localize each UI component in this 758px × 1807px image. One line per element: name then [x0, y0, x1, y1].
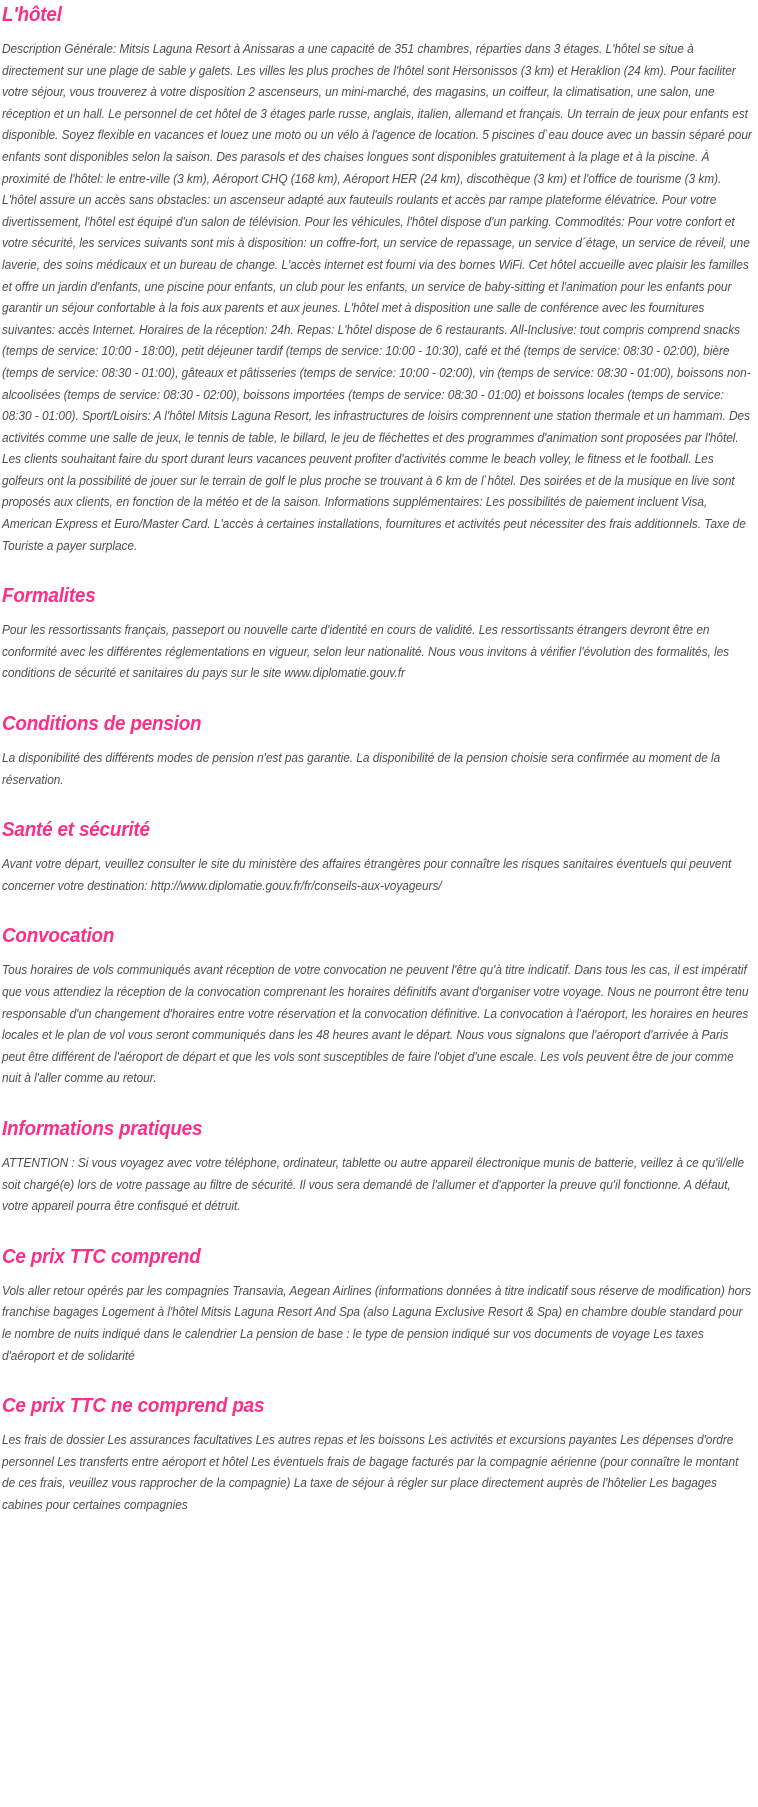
section-body-sante-et-securite: Avant votre départ, veuillez consulter le site du ministère des affaires étrangères pour connaître les risques sanitaires éventuels qui peuvent concerner votre destination: http://www.diplomatie.gouv.fr/fr/conseils-aux-voyageurs/	[2, 857, 732, 893]
section-title-ce-prix-ttc-ne-comprend-pas: Ce prix TTC ne comprend pas	[2, 1394, 265, 1418]
section-title-informations-pratiques: Informations pratiques	[2, 1116, 203, 1140]
section-formalites	[2, 583, 754, 685]
section-hotel	[2, 2, 754, 557]
section-ce-prix-ttc-comprend	[2, 1244, 754, 1367]
section-body-ce-prix-ttc-comprend: Vols aller retour opérés par les compagnies Transavia, Aegean Airlines (informations données à titre indicatif sous réserve de modification) hors franchise bagages Logement à l'hôtel Mitsis Laguna Resort And Spa (also Laguna Exclusive Resort & Spa) en chambre double standard pour le nombre de nuits indiqué dans le calendrier La pension de base : le type de pension indiqué sur vos documents de voyage Les taxes d'aéroport et de solidarité	[2, 1283, 752, 1363]
section-convocation	[2, 923, 754, 1090]
travel-description-document	[0, 2, 758, 1527]
section-title-formalites: Formalites	[2, 584, 96, 608]
section-title-ce-prix-ttc-comprend: Ce prix TTC comprend	[2, 1244, 201, 1268]
section-body-conditions-de-pension: La disponibilité des différents modes de pension n'est pas garantie. La disponibilité de la pension choisie sera confirmée au moment de la réservation.	[2, 751, 721, 787]
section-informations-pratiques	[2, 1116, 754, 1218]
section-conditions-de-pension	[2, 711, 754, 791]
section-body-hotel: Description Générale: Mitsis Laguna Resort à Anissaras a une capacité de 351 chambres, réparties dans 3 étages. L'hôtel se situe à directement sur une plage de sable y galets. Les villes les plus proches de l'hôtel sont Hersonissos (3 km) et Heraklion (24 km). Pour faciliter votre séjour, vous trouverez à votre disposition 2 ascenseurs, un mini-marché, des magasins, un coiffeur, la climatisation, une salon, une réception et un hall. Le personnel de cet hôtel de 3 étages parle russe, anglais, italien, allemand et français. Un terrain de jeux pour enfants est disponible. Soyez flexible en vacances et louez une moto ou un vélo à l'agence de location. 5 piscines d`eau douce avec un bassin séparé pour enfants sont disponibles selon la saison. Des parasols et des chaises longues sont disponibles gratuitement à la plage et à la piscine. À proximité de l'hôtel: le entre-ville (3 km), Aéroport CHQ (168 km), Aéroport HER (24 km), discothèque (3 km) et l'office de tourisme (3 km). L'hôtel assure un accès sans obstacles: un ascenseur adapté aux fauteuils roulants et accès par rampe plateforme élévatrice. Pour votre divertissement, l'hôtel est équipé d'un salon de télévision. Pour les véhicules, l'hôtel dispose d'un parking. Commodités: Pour votre confort et votre sécurité, les services suivants sont mis à disposition: un coffre-fort, un service de repassage, un service d´étage, un service de réveil, une laverie, des soins médicaux et un bureau de change. L'accès internet est fourni via des bornes WiFi. Cet hôtel accueille avec plaisir les familles et offre un jardin d'enfants, une piscine pour enfants, un club pour les enfants, un service de baby-sitting et l'animation pour les enfants pour garantir un séjour confortable à la fois aux parents et aux jeunes. L'hôtel met à disposition une salle de conférence avec les fournitures suivantes: accès Internet. Horaires de la réception: 24h. Repas: L'hôtel dispose de 6 restaurants. All-Inclusive: tout compris comprend snacks (temps de service: 10:00 - 18:00), petit déjeuner tardif (temps de service: 10:00 - 10:30), café et thé (temps de service: 08:30 - 02:00), bière (temps de service: 08:30 - 01:00), gâteaux et pâtisseries (temps de service: 10:00 - 02:00), vin (temps de service: 08:30 - 01:00), boissons non-alcoolisées (temps de service: 08:30 - 02:00), boissons importées (temps de service: 08:30 - 01:00) et boissons locales (temps de service: 08:30 - 01:00). Sport/Loisirs: A l'hôtel Mitsis Laguna Resort, les infrastructures de loisirs comprennent une station thermale et un hammam. Des activités comme une salle de jeux, le tennis de table, le billard, le jeu de fléchettes et des programmes d'animation sont proposées par l'hôtel. Les clients souhaitant faire du sport durant leurs vacances peuvent profiter d'activités comme le beach volley, le fitness et le football. Les golfeurs ont la possibilité de jouer sur le terrain de golf le plus proche se trouvant à 6 km de l`hôtel. Des soirées et de la musique en live sont proposés aux clients, en fonction de la météo et de la saison. Informations supplémentaires: Les possibilités de paiement incluent Visa, American Express et Euro/Master Card. L'accès à certaines installations, fournitures et activités peut nécessiter des frais additionnels. Taxe de Touriste a payer surplace.	[2, 42, 752, 553]
section-title-sante-et-securite: Santé et sécurité	[2, 818, 150, 842]
section-sante-et-securite	[2, 817, 754, 897]
section-title-conditions-de-pension: Conditions de pension	[2, 712, 202, 736]
section-body-informations-pratiques: ATTENTION : Si vous voyagez avec votre téléphone, ordinateur, tablette ou autre appareil électronique munis de batterie, veillez à ce qu'il/elle soit chargé(e) lors de votre passage au filtre de sécurité. Il vous sera demandé de l'allumer et d'apporter la preuve qu'il fonctionne. A défaut, votre appareil pourra être confisqué et détruit.	[2, 1155, 745, 1214]
section-body-ce-prix-ttc-ne-comprend-pas: Les frais de dossier Les assurances facultatives Les autres repas et les boissons Les activités et excursions payantes Les dépenses d'ordre personnel Les transferts entre aéroport et hôtel Les éventuels frais de bagage facturés par la compagnie aérienne (pour connaître le montant de ces frais, veuillez vous rapprocher de la compagnie) La taxe de séjour à régler sur place directement auprès de l'hôtelier Les bagages cabines pour certaines compagnies	[2, 1433, 739, 1512]
section-body-formalites: Pour les ressortissants français, passeport ou nouvelle carte d'identité en cours de validité. Les ressortissants étrangers devront être en conformité avec les différentes réglementations en vigueur, selon leur nationalité. Nous vous invitons à vérifier l'évolution des formalités, les conditions de sécurité et sanitaires du pays sur le site www.diplomatie.gouv.fr	[2, 623, 730, 681]
section-title-hotel: L'hôtel	[2, 3, 62, 26]
section-title-convocation: Convocation	[2, 924, 115, 948]
section-body-convocation: Tous horaires de vols communiqués avant réception de votre convocation ne peuvent l'être qu'à titre indicatif. Dans tous les cas, il est impératif que vous attendiez la réception de la convocation comprenant les horaires définitifs avant d'organiser votre voyage. Nous ne pourront être tenu responsable d'un changement d'horaires entre votre réservation et la convocation définitive. La convocation à l'aéroport, les horaires en heures locales et le plan de vol vous seront communiqués dans les 48 heures avant le départ. Nous vous signalons que l'aéroport d'arrivée à Paris peut être différent de l'aéroport de départ et que les vols sont susceptibles de faire l'objet d'une escale. Les vols peuvent être de jour comme nuit à l'aller comme au retour.	[2, 963, 749, 1086]
section-ce-prix-ttc-ne-comprend-pas	[2, 1393, 754, 1516]
